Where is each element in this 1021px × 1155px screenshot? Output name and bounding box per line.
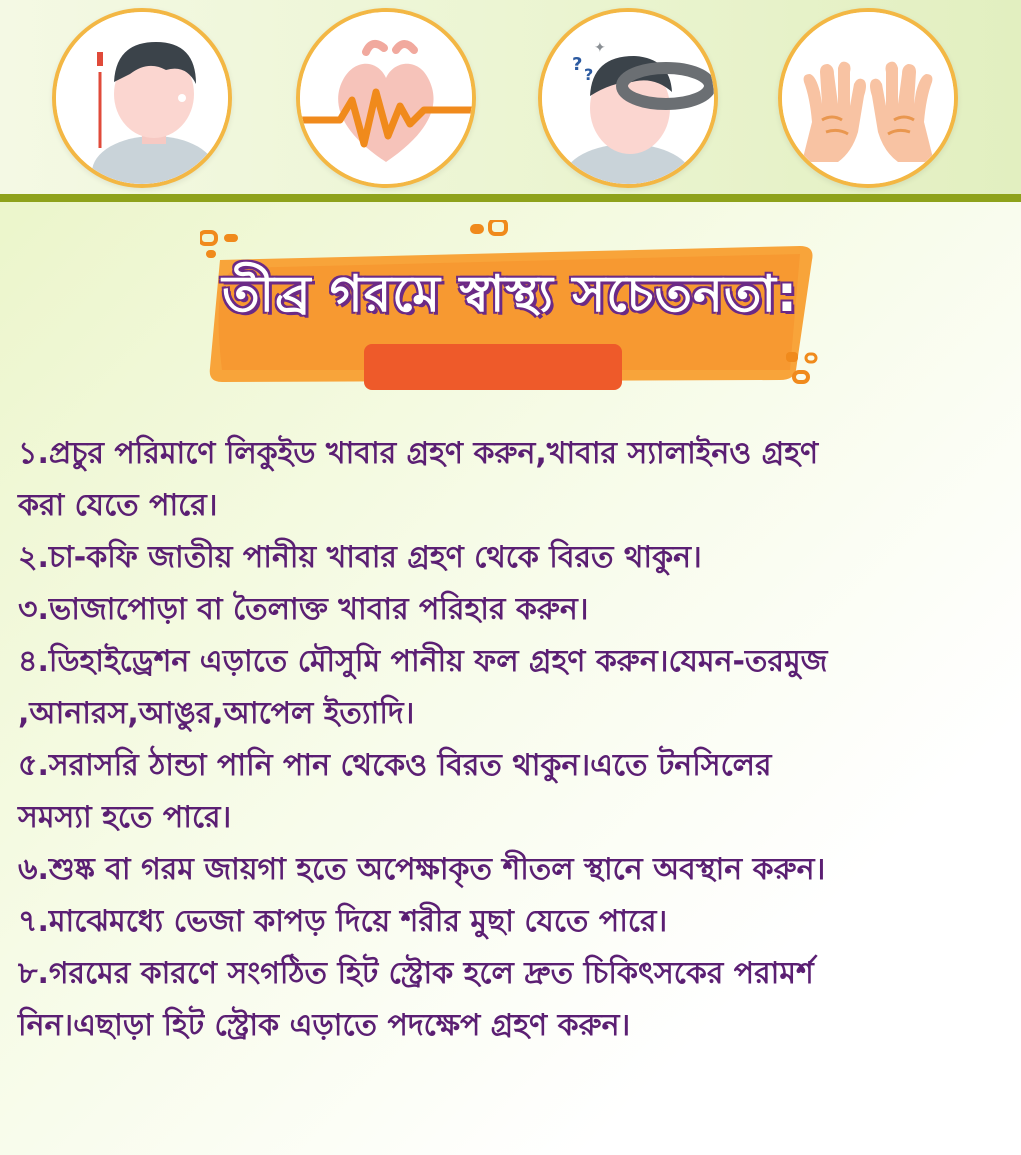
list-item-continuation: সমস্যা হতে পারে। bbox=[18, 800, 232, 835]
svg-text:?: ? bbox=[584, 65, 594, 84]
svg-text:✦: ✦ bbox=[594, 40, 606, 56]
hands-icon bbox=[778, 8, 958, 188]
list-item: ৮.গরমের কারণে সংগঠিত হিট স্ট্রোক হলে দ্রুত চিকিৎসকের পরামর্শ bbox=[18, 956, 814, 991]
list-item-continuation: নিন।এছাড়া হিট স্ট্রোক এড়াতে পদক্ষেপ গ্রহণ করুন। bbox=[18, 1008, 631, 1043]
list-item: ৩.ভাজাপোড়া বা তৈলাক্ত খাবার পরিহার করুন। bbox=[18, 592, 589, 627]
list-item: ২.চা-কফি জাতীয় পানীয় খাবার গ্রহণ থেকে বিরত থাকুন। bbox=[18, 540, 702, 575]
tips-list bbox=[18, 428, 1008, 1052]
list-item: ৬.শুষ্ক বা গরম জায়গা হতে অপেক্ষাকৃত শীতল স্থানে অবস্থান করুন। bbox=[18, 852, 826, 887]
list-item: ৭.মাঝেমধ্যে ভেজা কাপড় দিয়ে শরীর মুছা যেতে পারে। bbox=[18, 904, 668, 939]
page-title: তীব্র গরমে স্বাস্থ্য সচেতনতা: bbox=[222, 264, 798, 323]
list-item: ১.প্রচুর পরিমাণে লিকুইড খাবার গ্রহণ করুন,খাবার স্যালাইনও গ্রহণ bbox=[18, 436, 819, 471]
list-item: ৪.ডিহাইড্রেশন এড়াতে মৌসুমি পানীয় ফল গ্রহণ করুন।যেমন-তরমুজ bbox=[18, 644, 828, 679]
list-item: ৫.সরাসরি ঠান্ডা পানি পান থেকেও বিরত থাকুন।এতে টনসিলের bbox=[18, 748, 772, 783]
list-item-continuation: করা যেতে পারে। bbox=[18, 488, 218, 523]
person-headache-icon bbox=[52, 8, 232, 188]
heart-pulse-icon bbox=[296, 8, 476, 188]
title-banner bbox=[200, 220, 840, 400]
list-item-continuation: ,আনারস,আঙুর,আপেল ইত্যাদি। bbox=[18, 696, 415, 731]
section-divider bbox=[0, 194, 1021, 202]
svg-text:?: ? bbox=[572, 54, 583, 75]
dizzy-head-icon bbox=[538, 8, 718, 188]
